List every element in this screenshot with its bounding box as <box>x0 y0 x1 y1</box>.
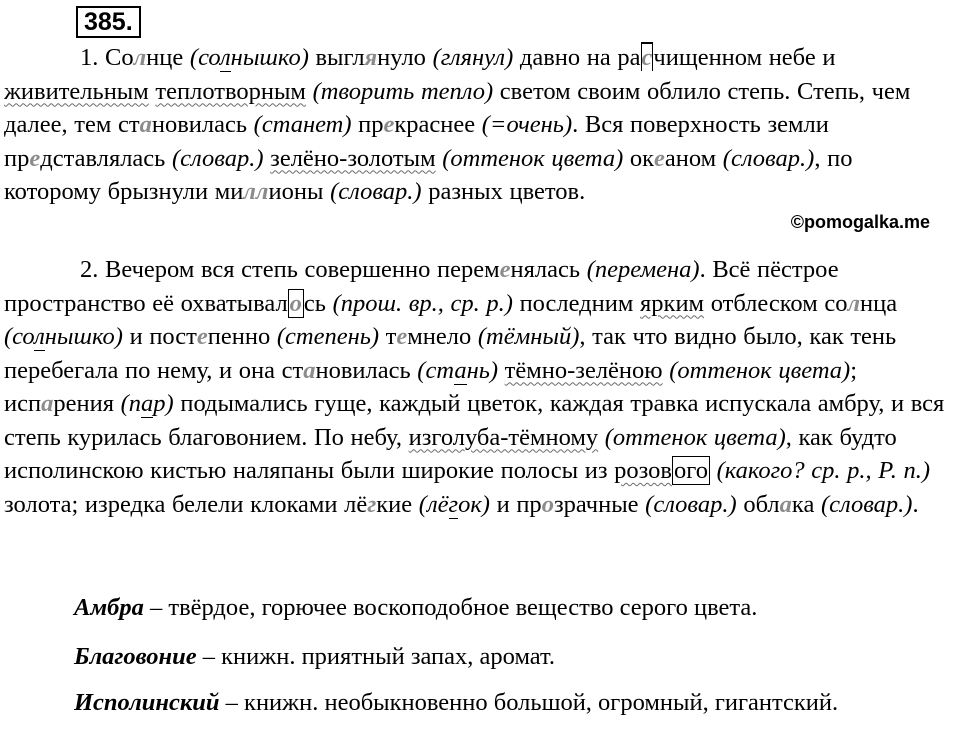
comment-letter: л <box>219 44 231 71</box>
comment: (т <box>477 323 504 350</box>
text: обл <box>736 490 780 518</box>
text: светом своим облило степь. Степь, чем далее, тем ст <box>4 77 911 138</box>
text: последним <box>512 289 641 317</box>
exercise-number: 385. <box>76 6 141 38</box>
highlighted-letter: я <box>364 44 378 71</box>
text: ка <box>791 490 821 518</box>
comment-letter: а <box>141 390 154 417</box>
text: рения <box>53 390 121 417</box>
text: новилась <box>315 356 418 384</box>
highlighted-letter: а <box>303 356 316 384</box>
text: кие <box>376 490 419 518</box>
text <box>710 457 717 484</box>
comment: (творить тепло) <box>312 77 494 105</box>
underlined-word: тёмно-зелёною <box>504 356 663 384</box>
comment: (со <box>4 323 35 350</box>
highlighted-letter: лл <box>243 178 269 205</box>
text: нца <box>860 289 898 317</box>
highlighted-letter: е <box>396 323 408 350</box>
comment: (гл <box>432 44 461 71</box>
underlined-word: изголуба-тёмному <box>408 423 599 451</box>
text: мнело <box>407 323 478 350</box>
comment: (п <box>120 390 142 417</box>
comment: (оттенок цвета) <box>604 423 786 451</box>
text: ; исп <box>4 356 858 417</box>
comment: (ст <box>253 111 291 138</box>
text: , по которому брызнули ми <box>4 144 853 205</box>
comment-letter: е <box>313 323 325 350</box>
underlined-word: теплотворным <box>155 77 306 105</box>
comment: р) <box>153 390 174 417</box>
text: новилась <box>151 111 254 138</box>
text: зрачные <box>553 490 646 518</box>
text: нуло <box>377 44 433 71</box>
comment-letter: л <box>34 323 45 350</box>
highlighted-letter: о <box>541 490 554 518</box>
text: и пост <box>122 323 197 350</box>
comment: (словар.) <box>330 178 422 205</box>
comment: нышко) <box>230 44 309 71</box>
text: ок <box>623 144 655 172</box>
text <box>598 424 605 451</box>
highlighted-letter: е <box>654 144 665 172</box>
text: пенно <box>207 323 277 350</box>
comment: (лё <box>418 490 449 518</box>
definition-term: Благовоние <box>74 643 197 670</box>
comment: нь) <box>466 356 499 384</box>
text: нце <box>146 44 190 71</box>
comment: нул) <box>472 44 514 71</box>
highlighted-letter: г <box>367 490 377 518</box>
comment: (словар.) <box>645 490 737 518</box>
definition-text: – книжн. необыкновенно большой, огромный, гигантский. <box>219 689 839 716</box>
comment: ок) <box>458 490 490 518</box>
highlighted-letter: е <box>499 256 511 283</box>
definition-text: – книжн. приятный запах, аромат. <box>196 643 556 670</box>
underlined-word: розов <box>614 457 672 484</box>
underlined-word: ярким <box>640 289 705 317</box>
text: . Вся поверхность земли пр <box>4 111 829 172</box>
comment-letter: а <box>454 356 467 384</box>
comment: (оттенок цвета) <box>442 144 624 172</box>
text: . Всё пёстрое пространство её охватывал <box>4 256 839 317</box>
underlined-word: живительным <box>4 77 149 105</box>
comment: (=очень) <box>481 111 573 138</box>
text <box>498 357 505 384</box>
highlighted-letter: л <box>133 44 147 71</box>
comment: нет) <box>302 111 352 138</box>
comment-letter: г <box>448 490 459 518</box>
text: краснее <box>394 111 482 138</box>
underlined-word: зелёно-золотым <box>270 144 436 172</box>
highlighted-letter: а <box>41 390 54 417</box>
highlighted-letter: а <box>779 490 792 518</box>
text: ионы <box>268 178 331 205</box>
comment: нышко) <box>44 323 123 350</box>
comment: (словар.) <box>722 144 815 172</box>
text: , так что видно было, как тень перебегала по нему, и она ст <box>4 323 897 384</box>
text: золота; изредка белели клоками лё <box>4 490 368 518</box>
text <box>306 78 313 105</box>
comment: (словар.) <box>820 490 913 518</box>
text: пр <box>351 111 384 138</box>
text: дставлялась <box>40 144 172 172</box>
text: т <box>379 323 397 350</box>
comment: мный) <box>514 323 580 350</box>
text: подымались гуще, каждый цветок, каждая травка испускала амбру, и вся степь курилась благовонием. По небу, <box>4 390 945 451</box>
comment: пень) <box>324 323 380 350</box>
comment: (словар.) <box>171 144 264 172</box>
comment: (со <box>189 44 220 71</box>
comment: (ст <box>276 323 314 350</box>
highlighted-letter: е <box>196 323 208 350</box>
text: давно на ра <box>513 44 641 71</box>
text: сь <box>303 289 333 317</box>
text: 2. Вечером вся степь совершенно перем <box>80 256 500 283</box>
paragraph-2 <box>4 253 954 521</box>
definition-ambra <box>74 591 954 625</box>
comment: на) <box>667 256 700 283</box>
ending-letter: о <box>289 289 302 317</box>
highlighted-letter: е <box>383 111 395 138</box>
comment: (прош. вр., ср. р.) <box>332 289 513 317</box>
text: , как будто исполинскою кистью наляпаны были широкие полосы из <box>4 423 897 484</box>
definition-term: Амбра <box>74 594 144 621</box>
highlighted-letter: е <box>29 144 41 172</box>
definition-term: Исполинский <box>74 689 220 716</box>
ending-box: ого <box>674 457 708 484</box>
comment-letter: ё <box>503 323 515 350</box>
definition-text: – твёрдое, горючее воскоподобное вещество серого цвета. <box>143 594 758 621</box>
prefix-letter: с <box>641 44 653 71</box>
text: и пр <box>489 490 542 518</box>
comment-letter: я <box>460 44 473 71</box>
text: выгл <box>308 44 365 71</box>
highlighted-letter: а <box>139 111 152 138</box>
comment-letter: а <box>290 111 303 138</box>
text: 1. Со <box>80 44 134 71</box>
comment-letter: е <box>656 256 667 283</box>
comment: (перем <box>586 256 657 283</box>
highlighted-letter: л <box>847 289 861 317</box>
definition-ispolinsky <box>4 686 954 720</box>
text: чищенном небе и <box>653 44 836 71</box>
text: нялась <box>510 256 587 283</box>
comment: (ст <box>417 356 455 384</box>
text: разных цветов. <box>421 178 586 205</box>
paragraph-1 <box>4 41 954 209</box>
text: . <box>912 490 919 518</box>
comment: (оттенок цвета) <box>669 356 851 384</box>
comment: (какого? ср. р., Р. п.) <box>716 457 931 484</box>
definition-blagovonie <box>74 640 954 674</box>
text: аном <box>664 144 723 172</box>
text: отблеском со <box>704 289 848 317</box>
watermark: ©pomogalka.me <box>790 212 930 232</box>
